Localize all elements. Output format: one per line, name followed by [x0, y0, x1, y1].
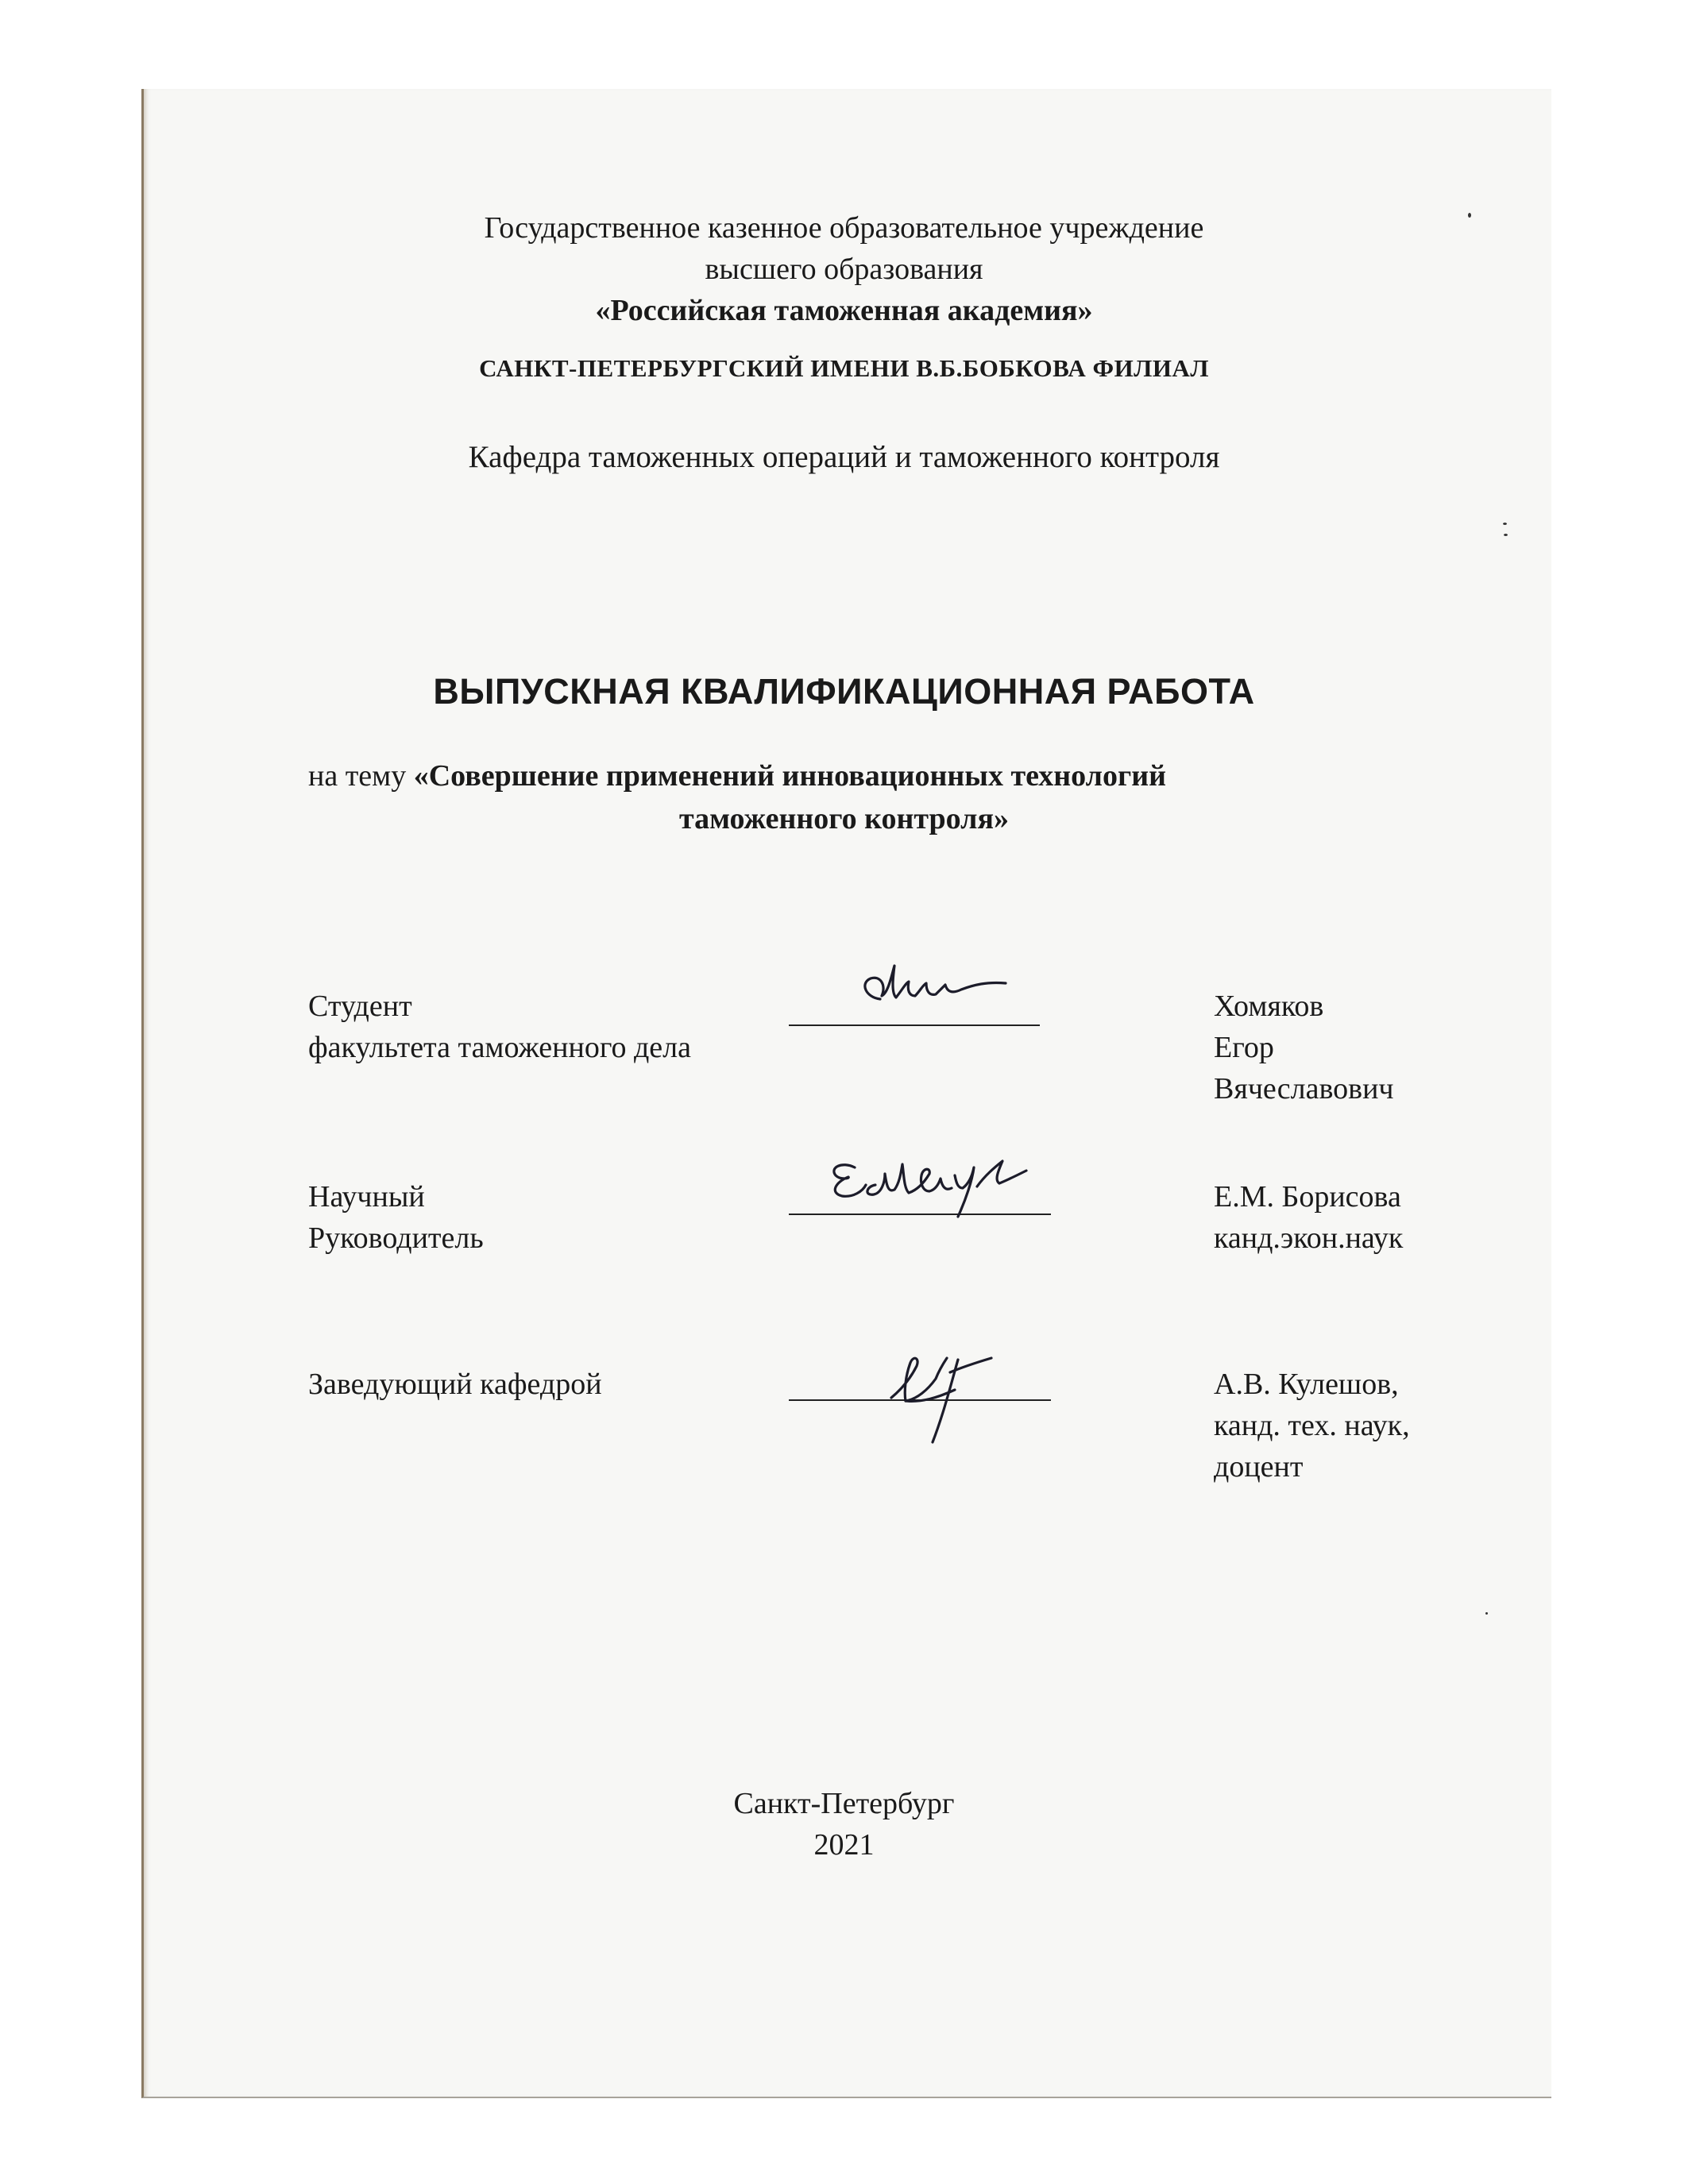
topic-title-line-1: «Совершение применений инновационных технологий	[413, 759, 1167, 793]
head-of-department-signature	[882, 1334, 1041, 1461]
scan-speck	[1504, 534, 1508, 536]
name-line-3: доцент	[1214, 1450, 1304, 1484]
supervisor-signature	[818, 1144, 1056, 1239]
work-type-title: ВЫПУСКНАЯ КВАЛИФИКАЦИОННАЯ РАБОТА	[433, 671, 1255, 712]
institution-line-2: высшего образования	[705, 253, 983, 286]
branch-name: САНКТ-ПЕТЕРБУРГСКИЙ ИМЕНИ В.Б.БОБКОВА ФИЛИАЛ	[479, 354, 1209, 382]
topic-prefix: на тему	[308, 759, 414, 793]
name-line-2: канд. тех. наук,	[1214, 1409, 1410, 1442]
student-signature	[850, 961, 1009, 1024]
name-line-1: Е.М. Борисова	[1214, 1180, 1401, 1214]
topic-line-1	[308, 761, 1166, 791]
name-line-3: Вячеславович	[1214, 1072, 1394, 1106]
city: Санкт-Петербург	[733, 1787, 955, 1820]
department-name: Кафедра таможенных операций и таможенного контроля	[468, 440, 1220, 474]
role-line-1: Научный	[308, 1180, 425, 1214]
year: 2021	[813, 1828, 875, 1862]
name-line-2: Егор	[1214, 1031, 1274, 1064]
academy-name: «Российская таможенная академия»	[595, 294, 1093, 327]
topic-title-line-2: таможенного контроля»	[678, 802, 1009, 835]
scan-speck	[1485, 1612, 1488, 1615]
name-line-1: А.В. Кулешов,	[1214, 1368, 1399, 1401]
role-line-2: Руководитель	[308, 1221, 484, 1255]
name-line-1: Хомяков	[1214, 990, 1324, 1023]
role-line-1: Заведующий кафедрой	[308, 1368, 602, 1401]
role-line-1: Студент	[308, 990, 412, 1023]
institution-line-1: Государственное казенное образовательное учреждение	[484, 211, 1204, 245]
name-line-2: канд.экон.наук	[1214, 1221, 1404, 1255]
signature-line	[789, 1024, 1040, 1026]
scan-speck	[1503, 523, 1507, 525]
role-line-2: факультета таможенного дела	[308, 1031, 691, 1064]
